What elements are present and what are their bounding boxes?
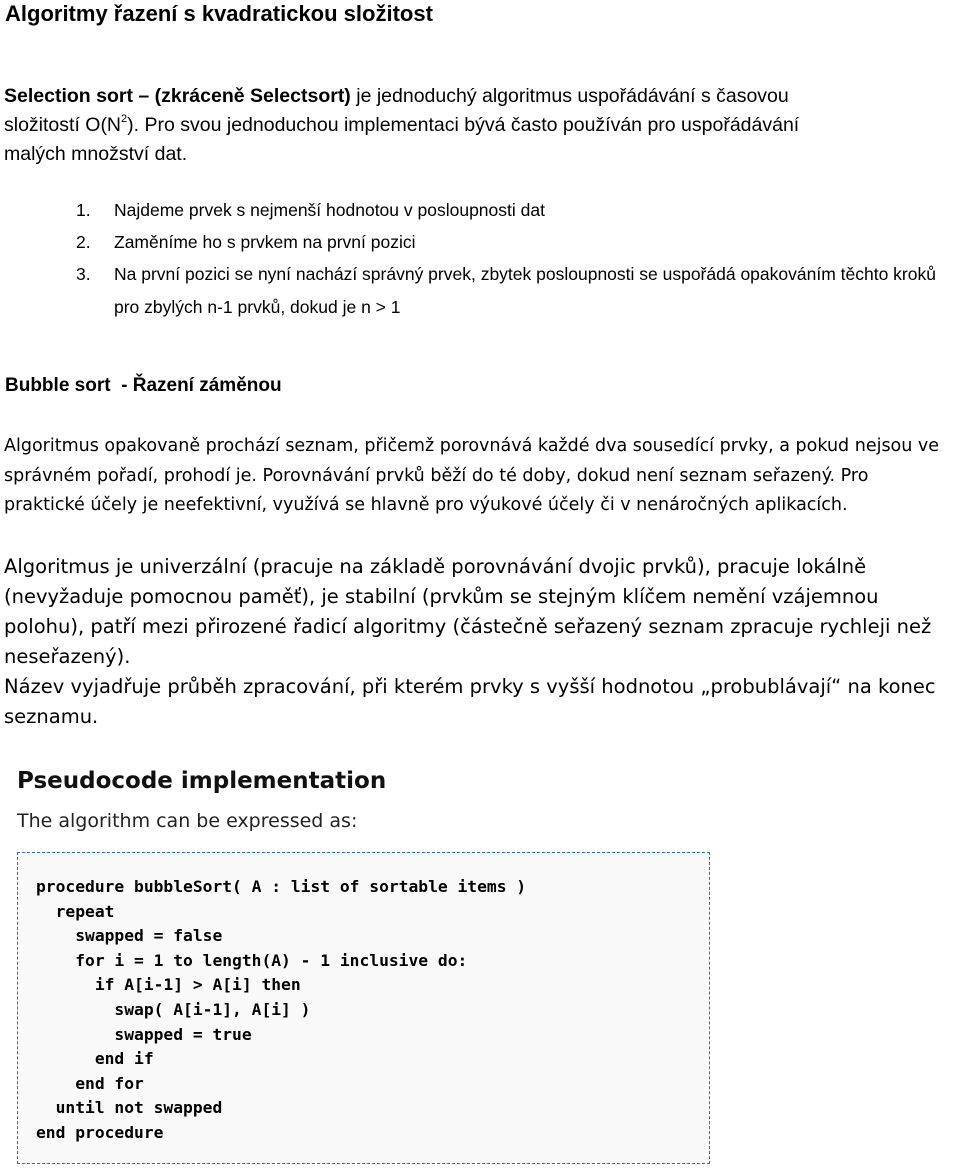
step-number: 3. bbox=[76, 264, 91, 284]
selection-text-d: malých množství dat. bbox=[4, 143, 188, 165]
bubble-sort-paragraph-2: Algoritmus je univerzální (pracuje na základě porovnávání dvojic prvků), pracuje lokálně (nevyžaduje pomocnou paměť), je stabilní (prvkům se stejným klíčem nemění vzájemnou polohu), patří mezi přirozené řadicí algoritmy (částečně seřazený seznam zpracuje rychleji než neseřazený). bbox=[4, 555, 932, 668]
selection-steps-list bbox=[0, 194, 960, 324]
superscript-2: 2 bbox=[121, 113, 128, 125]
code-block bbox=[17, 852, 710, 1164]
step-number: 2. bbox=[76, 232, 91, 252]
page-title: Algoritmy řazení s kvadratickou složitost bbox=[5, 1, 433, 26]
list-item bbox=[0, 194, 960, 226]
bubble-sort-details bbox=[4, 552, 956, 732]
selection-text-c: ). Pro svou jednoduchou implementaci bývá často používán pro uspořádávání bbox=[127, 114, 800, 136]
selection-text-b: složitostí O(N bbox=[4, 114, 122, 136]
step-text: Zaměníme ho s prvkem na první pozici bbox=[114, 232, 416, 252]
selection-sort-lead: Selection sort – (zkráceně Selectsort) bbox=[4, 85, 351, 107]
bubble-sort-heading: Bubble sort - Řazení záměnou bbox=[5, 375, 282, 396]
step-text: Na první pozici se nyní nachází správný prvek, zbytek posloupnosti se uspořádá opakováním těchto kroků pro zbylých n-1 prvků, dokud je n > 1 bbox=[114, 264, 936, 317]
pseudocode-text: procedure bubbleSort( A : list of sortable items ) repeat swapped = false for i = 1 to length(A) - 1 inclusive do: if A[i-1] > A[i] then swap( A[i-1], A[i] ) swapped = true end if end for until not swapped end procedure bbox=[36, 877, 527, 1142]
pseudocode-title: Pseudocode implementation bbox=[17, 768, 387, 794]
pseudocode-subtitle: The algorithm can be expressed as: bbox=[17, 810, 358, 832]
selection-sort-paragraph bbox=[4, 82, 954, 169]
list-item bbox=[0, 226, 960, 258]
selection-text-a: je jednoduchý algoritmus uspořádávání s časovou bbox=[350, 85, 789, 107]
bubble-sort-paragraph-1: Algoritmus opakovaně prochází seznam, přičemž porovnává každé dva sousedící prvky, a pokud nejsou ve správném pořadí, prohodí je. Porovnávání prvků běží do té doby, dokud není seznam seřazený. Pro praktické účely je neefektivní, využívá se hlavně pro výukové účely či v nenáročných aplikacích. bbox=[4, 436, 940, 515]
list-item bbox=[0, 258, 960, 324]
step-text: Najdeme prvek s nejmenší hodnotou v posloupnosti dat bbox=[114, 200, 545, 220]
bubble-sort-paragraph-3: Název vyjadřuje průběh zpracování, při kterém prvky s vyšší hodnotou „probublávají“ na konec seznamu. bbox=[4, 675, 936, 728]
step-number: 1. bbox=[76, 200, 91, 220]
